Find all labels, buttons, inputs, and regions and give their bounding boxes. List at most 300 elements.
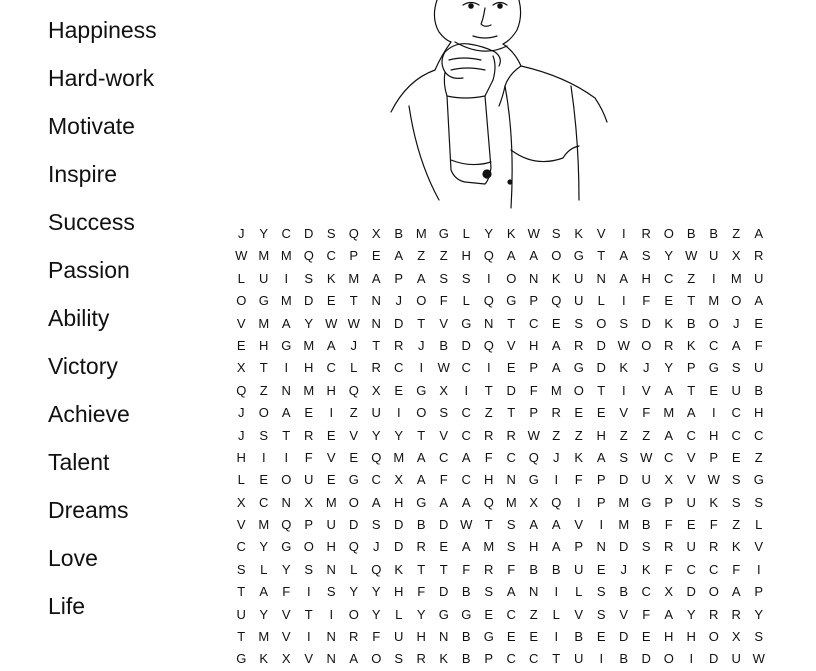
grid-letter: X bbox=[439, 382, 449, 398]
grid-letter: H bbox=[304, 360, 314, 376]
grid-letter: G bbox=[528, 472, 539, 488]
grid-letter: T bbox=[484, 517, 493, 533]
grid-letter: R bbox=[574, 337, 584, 353]
grid-letter: P bbox=[529, 405, 539, 421]
grid-letter: D bbox=[349, 517, 359, 533]
letter-grid bbox=[230, 223, 770, 671]
grid-letter: H bbox=[484, 472, 494, 488]
grid-letter: S bbox=[731, 472, 741, 488]
grid-letter: M bbox=[618, 494, 630, 510]
grid-letter: V bbox=[686, 472, 696, 488]
word-list-item: Life bbox=[48, 593, 86, 619]
grid-letter: P bbox=[304, 517, 314, 533]
grid-letter: I bbox=[554, 629, 559, 645]
grid-letter: N bbox=[529, 584, 539, 600]
grid-letter: H bbox=[754, 405, 764, 421]
grid-letter: C bbox=[664, 449, 674, 465]
grid-letter: D bbox=[619, 472, 629, 488]
grid-letter: W bbox=[640, 449, 653, 465]
grid-letter: O bbox=[506, 270, 517, 286]
grid-letter: T bbox=[417, 561, 426, 577]
grid-letter: J bbox=[238, 405, 245, 421]
grid-letter: G bbox=[573, 248, 584, 264]
grid-letter: Q bbox=[236, 382, 247, 398]
grid-letter: E bbox=[574, 405, 584, 421]
grid-letter: I bbox=[486, 270, 491, 286]
grid-letter: E bbox=[596, 561, 606, 577]
grid-letter: F bbox=[372, 629, 381, 645]
grid-letter: L bbox=[462, 226, 470, 241]
word-list-item: Inspire bbox=[48, 161, 118, 187]
grid-letter: A bbox=[754, 293, 764, 309]
grid-letter: B bbox=[619, 651, 629, 667]
grid-letter: K bbox=[641, 561, 651, 577]
grid-letter: E bbox=[326, 293, 336, 309]
grid-letter: W bbox=[235, 248, 248, 264]
grid-letter: K bbox=[709, 494, 719, 510]
grid-letter: E bbox=[754, 315, 764, 331]
grid-letter: Y bbox=[259, 606, 269, 622]
grid-letter: S bbox=[506, 517, 516, 533]
grid-letter: R bbox=[731, 606, 741, 622]
grid-letter: R bbox=[709, 606, 719, 622]
grid-letter: A bbox=[371, 494, 381, 510]
grid-letter: Q bbox=[303, 248, 314, 264]
grid-letter: A bbox=[551, 360, 561, 376]
grid-letter: C bbox=[461, 427, 471, 443]
grid-letter: L bbox=[237, 270, 245, 286]
grid-letter: Q bbox=[348, 382, 359, 398]
grid-letter: O bbox=[641, 337, 652, 353]
grid-letter: D bbox=[709, 651, 719, 667]
grid-letter: O bbox=[348, 606, 359, 622]
grid-letter: F bbox=[439, 472, 448, 488]
grid-letter: U bbox=[574, 561, 584, 577]
grid-letter: F bbox=[642, 293, 651, 309]
grid-letter: G bbox=[573, 360, 584, 376]
grid-letter: D bbox=[596, 360, 606, 376]
grid-letter: U bbox=[259, 270, 269, 286]
grid-letter: B bbox=[709, 226, 719, 241]
grid-letter: F bbox=[642, 405, 651, 421]
grid-letter: H bbox=[709, 427, 719, 443]
grid-letter: O bbox=[708, 629, 719, 645]
grid-letter: J bbox=[733, 315, 740, 331]
grid-letter: I bbox=[306, 584, 311, 600]
grid-letter: M bbox=[415, 226, 427, 241]
grid-letter: G bbox=[461, 606, 472, 622]
grid-letter: U bbox=[326, 517, 336, 533]
grid-letter: A bbox=[506, 584, 516, 600]
grid-letter: I bbox=[329, 405, 334, 421]
grid-letter: A bbox=[529, 517, 539, 533]
word-list-item: Love bbox=[48, 545, 98, 571]
grid-letter: S bbox=[596, 584, 606, 600]
grid-letter: A bbox=[664, 427, 674, 443]
grid-letter: M bbox=[280, 293, 292, 309]
grid-letter: D bbox=[394, 517, 404, 533]
grid-letter: H bbox=[416, 629, 426, 645]
grid-letter: S bbox=[484, 584, 494, 600]
grid-letter: J bbox=[373, 539, 380, 555]
grid-letter: T bbox=[372, 337, 381, 353]
grid-letter: P bbox=[686, 360, 696, 376]
grid-letter: S bbox=[394, 651, 404, 667]
grid-letter: N bbox=[596, 270, 606, 286]
grid-letter: E bbox=[686, 517, 696, 533]
grid-letter: M bbox=[708, 293, 720, 309]
grid-letter: R bbox=[506, 427, 516, 443]
grid-letter: L bbox=[552, 606, 560, 622]
grid-letter: I bbox=[576, 494, 581, 510]
grid-letter: C bbox=[439, 449, 449, 465]
grid-letter: C bbox=[506, 449, 516, 465]
grid-letter: K bbox=[506, 226, 516, 241]
grid-letter: C bbox=[259, 494, 269, 510]
grid-letter: C bbox=[281, 226, 291, 241]
grid-letter: P bbox=[574, 539, 584, 555]
grid-letter: D bbox=[641, 315, 651, 331]
grid-letter: A bbox=[281, 405, 291, 421]
grid-letter: C bbox=[236, 539, 246, 555]
grid-letter: G bbox=[753, 472, 764, 488]
grid-letter: H bbox=[686, 629, 696, 645]
grid-letter: N bbox=[326, 629, 336, 645]
grid-letter: Y bbox=[664, 360, 674, 376]
grid-letter: H bbox=[664, 629, 674, 645]
grid-letter: A bbox=[259, 584, 269, 600]
grid-letter: A bbox=[731, 337, 741, 353]
grid-letter: I bbox=[464, 382, 469, 398]
grid-letter: R bbox=[664, 337, 674, 353]
grid-letter: G bbox=[281, 337, 292, 353]
grid-letter: A bbox=[754, 226, 764, 241]
grid-letter: Q bbox=[551, 293, 562, 309]
grid-letter: K bbox=[664, 315, 674, 331]
grid-letter: W bbox=[685, 248, 698, 264]
grid-letter: O bbox=[596, 315, 607, 331]
grid-letter: Z bbox=[687, 270, 696, 286]
grid-letter: R bbox=[754, 248, 764, 264]
grid-letter: N bbox=[506, 472, 516, 488]
grid-letter: D bbox=[304, 226, 314, 241]
grid-letter: C bbox=[754, 427, 764, 443]
grid-letter: A bbox=[371, 270, 381, 286]
grid-letter: L bbox=[575, 584, 583, 600]
grid-letter: V bbox=[686, 449, 696, 465]
grid-letter: A bbox=[551, 337, 561, 353]
grid-letter: L bbox=[350, 360, 358, 376]
grid-letter: H bbox=[529, 539, 539, 555]
grid-letter: D bbox=[506, 382, 516, 398]
grid-letter: Z bbox=[552, 427, 561, 443]
grid-letter: I bbox=[554, 584, 559, 600]
grid-letter: U bbox=[394, 629, 404, 645]
grid-letter: L bbox=[755, 517, 763, 533]
word-list-item: Dreams bbox=[48, 497, 129, 523]
grid-letter: T bbox=[304, 606, 313, 622]
grid-letter: F bbox=[664, 517, 673, 533]
grid-letter: C bbox=[394, 360, 404, 376]
grid-letter: U bbox=[641, 472, 651, 488]
grid-letter: O bbox=[663, 226, 674, 241]
grid-letter: C bbox=[461, 360, 471, 376]
grid-letter: B bbox=[551, 561, 561, 577]
grid-letter: N bbox=[596, 539, 606, 555]
grid-letter: B bbox=[394, 226, 404, 241]
grid-letter: M bbox=[258, 517, 270, 533]
grid-letter: X bbox=[664, 584, 674, 600]
grid-letter: D bbox=[596, 337, 606, 353]
grid-letter: R bbox=[394, 337, 404, 353]
grid-letter: T bbox=[507, 315, 516, 331]
grid-letter: C bbox=[664, 270, 674, 286]
grid-letter: N bbox=[529, 270, 539, 286]
grid-letter: Z bbox=[484, 405, 493, 421]
grid-letter: E bbox=[529, 629, 539, 645]
grid-letter: N bbox=[281, 494, 291, 510]
grid-letter: D bbox=[686, 584, 696, 600]
grid-letter: T bbox=[439, 561, 448, 577]
grid-letter: B bbox=[686, 226, 696, 241]
grid-letter: N bbox=[281, 382, 291, 398]
grid-letter: L bbox=[237, 472, 245, 488]
grid-letter: V bbox=[641, 382, 651, 398]
grid-letter: Z bbox=[732, 517, 741, 533]
grid-letter: G bbox=[641, 494, 652, 510]
grid-letter: S bbox=[326, 226, 336, 241]
grid-letter: G bbox=[461, 315, 472, 331]
grid-letter: X bbox=[236, 360, 246, 376]
grid-letter: M bbox=[505, 494, 517, 510]
grid-letter: S bbox=[461, 270, 471, 286]
grid-letter: V bbox=[574, 517, 584, 533]
grid-letter: A bbox=[686, 405, 696, 421]
grid-letter: I bbox=[261, 449, 266, 465]
grid-letter: M bbox=[280, 248, 292, 264]
grid-letter: I bbox=[621, 293, 626, 309]
grid-letter: J bbox=[350, 337, 357, 353]
grid-letter: K bbox=[574, 226, 584, 241]
grid-letter: Y bbox=[371, 427, 381, 443]
grid-letter: V bbox=[281, 629, 291, 645]
grid-letter: U bbox=[731, 651, 741, 667]
thinking-man-illustration bbox=[385, 0, 625, 210]
grid-letter: S bbox=[731, 360, 741, 376]
grid-letter: B bbox=[574, 629, 584, 645]
grid-letter: M bbox=[550, 382, 562, 398]
grid-letter: A bbox=[461, 494, 471, 510]
grid-letter: F bbox=[754, 337, 763, 353]
grid-letter: S bbox=[371, 517, 381, 533]
grid-letter: A bbox=[506, 248, 516, 264]
grid-letter: E bbox=[394, 382, 404, 398]
grid-letter: G bbox=[483, 629, 494, 645]
grid-letter: E bbox=[439, 539, 449, 555]
grid-letter: F bbox=[709, 517, 718, 533]
grid-letter: D bbox=[439, 517, 449, 533]
grid-letter: O bbox=[416, 293, 427, 309]
grid-letter: C bbox=[506, 651, 516, 667]
grid-letter: J bbox=[418, 337, 425, 353]
grid-letter: L bbox=[350, 561, 358, 577]
grid-letter: S bbox=[326, 584, 336, 600]
grid-letter: E bbox=[506, 360, 516, 376]
word-list-item: Passion bbox=[48, 257, 130, 283]
grid-letter: K bbox=[326, 270, 336, 286]
grid-letter: D bbox=[394, 315, 404, 331]
grid-letter: Q bbox=[483, 293, 494, 309]
grid-letter: M bbox=[618, 517, 630, 533]
grid-letter: S bbox=[596, 606, 606, 622]
grid-letter: Q bbox=[348, 539, 359, 555]
grid-letter: U bbox=[754, 360, 764, 376]
grid-letter: V bbox=[439, 315, 449, 331]
grid-letter: J bbox=[395, 293, 402, 309]
grid-letter: G bbox=[348, 472, 359, 488]
grid-letter: S bbox=[754, 494, 764, 510]
grid-letter: C bbox=[371, 472, 381, 488]
grid-letter: E bbox=[551, 315, 561, 331]
grid-letter: E bbox=[664, 293, 674, 309]
grid-letter: E bbox=[236, 337, 246, 353]
grid-letter: R bbox=[641, 226, 651, 241]
grid-letter: P bbox=[349, 248, 359, 264]
grid-letter: O bbox=[708, 584, 719, 600]
grid-letter: J bbox=[238, 427, 245, 443]
grid-letter: A bbox=[664, 382, 674, 398]
word-list-item: Victory bbox=[48, 353, 118, 379]
grid-letter: Y bbox=[349, 584, 359, 600]
grid-letter: S bbox=[731, 494, 741, 510]
grid-letter: O bbox=[573, 382, 584, 398]
grid-letter: P bbox=[596, 472, 606, 488]
grid-letter: P bbox=[484, 651, 494, 667]
grid-letter: V bbox=[754, 539, 764, 555]
grid-letter: K bbox=[394, 561, 404, 577]
grid-letter: U bbox=[709, 248, 719, 264]
grid-letter: O bbox=[348, 494, 359, 510]
grid-letter: I bbox=[599, 651, 604, 667]
grid-letter: Y bbox=[686, 606, 696, 622]
grid-letter: W bbox=[527, 226, 540, 241]
grid-letter: I bbox=[621, 382, 626, 398]
grid-letter: I bbox=[284, 449, 289, 465]
grid-letter: R bbox=[484, 561, 494, 577]
grid-letter: Q bbox=[371, 561, 382, 577]
grid-letter: C bbox=[326, 248, 336, 264]
grid-letter: C bbox=[529, 315, 539, 331]
grid-letter: V bbox=[281, 606, 291, 622]
grid-letter: Z bbox=[619, 427, 628, 443]
grid-letter: E bbox=[596, 405, 606, 421]
grid-letter: P bbox=[394, 270, 404, 286]
grid-letter: C bbox=[709, 561, 719, 577]
grid-letter: K bbox=[619, 360, 629, 376]
grid-letter: T bbox=[597, 382, 606, 398]
grid-letter: X bbox=[304, 494, 314, 510]
grid-letter: I bbox=[306, 629, 311, 645]
grid-letter: O bbox=[303, 539, 314, 555]
grid-letter: X bbox=[236, 494, 246, 510]
grid-letter: V bbox=[236, 517, 246, 533]
grid-letter: N bbox=[371, 293, 381, 309]
grid-letter: Y bbox=[304, 315, 314, 331]
grid-letter: M bbox=[258, 315, 270, 331]
grid-letter: C bbox=[506, 606, 516, 622]
grid-letter: I bbox=[554, 472, 559, 488]
grid-letter: J bbox=[643, 360, 650, 376]
word-list-item: Ability bbox=[48, 305, 110, 331]
grid-letter: T bbox=[282, 427, 291, 443]
grid-letter: X bbox=[529, 494, 539, 510]
grid-letter: S bbox=[304, 270, 314, 286]
grid-letter: O bbox=[258, 405, 269, 421]
grid-letter: T bbox=[259, 360, 268, 376]
grid-letter: M bbox=[258, 629, 270, 645]
grid-letter: B bbox=[461, 584, 471, 600]
grid-letter: K bbox=[731, 539, 741, 555]
grid-letter: Z bbox=[349, 405, 358, 421]
grid-letter: C bbox=[461, 405, 471, 421]
grid-letter: A bbox=[529, 248, 539, 264]
grid-letter: O bbox=[416, 405, 427, 421]
grid-letter: I bbox=[711, 405, 716, 421]
grid-letter: D bbox=[304, 293, 314, 309]
grid-letter: F bbox=[574, 472, 583, 488]
grid-letter: O bbox=[731, 293, 742, 309]
grid-letter: Y bbox=[754, 606, 764, 622]
grid-letter: I bbox=[284, 360, 289, 376]
grid-letter: S bbox=[439, 405, 449, 421]
grid-letter: T bbox=[687, 382, 696, 398]
grid-letter: F bbox=[462, 561, 471, 577]
grid-letter: F bbox=[484, 449, 493, 465]
grid-letter: Y bbox=[259, 539, 269, 555]
grid-letter: E bbox=[326, 427, 336, 443]
grid-letter: V bbox=[619, 405, 629, 421]
grid-letter: Q bbox=[483, 248, 494, 264]
grid-letter: M bbox=[730, 270, 742, 286]
grid-letter: V bbox=[619, 606, 629, 622]
grid-letter: W bbox=[347, 315, 360, 331]
grid-letter: C bbox=[731, 427, 741, 443]
grid-letter: T bbox=[417, 427, 426, 443]
grid-letter: S bbox=[641, 248, 651, 264]
grid-letter: T bbox=[552, 651, 561, 667]
grid-letter: T bbox=[597, 248, 606, 264]
grid-letter: P bbox=[529, 360, 539, 376]
grid-letter: Y bbox=[416, 606, 426, 622]
grid-letter: D bbox=[619, 539, 629, 555]
grid-letter: E bbox=[709, 382, 719, 398]
grid-letter: O bbox=[708, 315, 719, 331]
grid-letter: N bbox=[326, 561, 336, 577]
word-list bbox=[48, 6, 157, 630]
word-list-item: Hard-work bbox=[48, 65, 155, 91]
grid-letter: O bbox=[371, 651, 382, 667]
grid-letter: H bbox=[394, 584, 404, 600]
grid-letter: E bbox=[484, 606, 494, 622]
grid-letter: T bbox=[237, 584, 246, 600]
grid-letter: C bbox=[529, 651, 539, 667]
grid-letter: P bbox=[754, 584, 764, 600]
grid-letter: A bbox=[281, 315, 291, 331]
grid-letter: R bbox=[416, 539, 426, 555]
grid-letter: C bbox=[461, 472, 471, 488]
grid-letter: A bbox=[394, 248, 404, 264]
word-list-item: Happiness bbox=[48, 17, 157, 43]
